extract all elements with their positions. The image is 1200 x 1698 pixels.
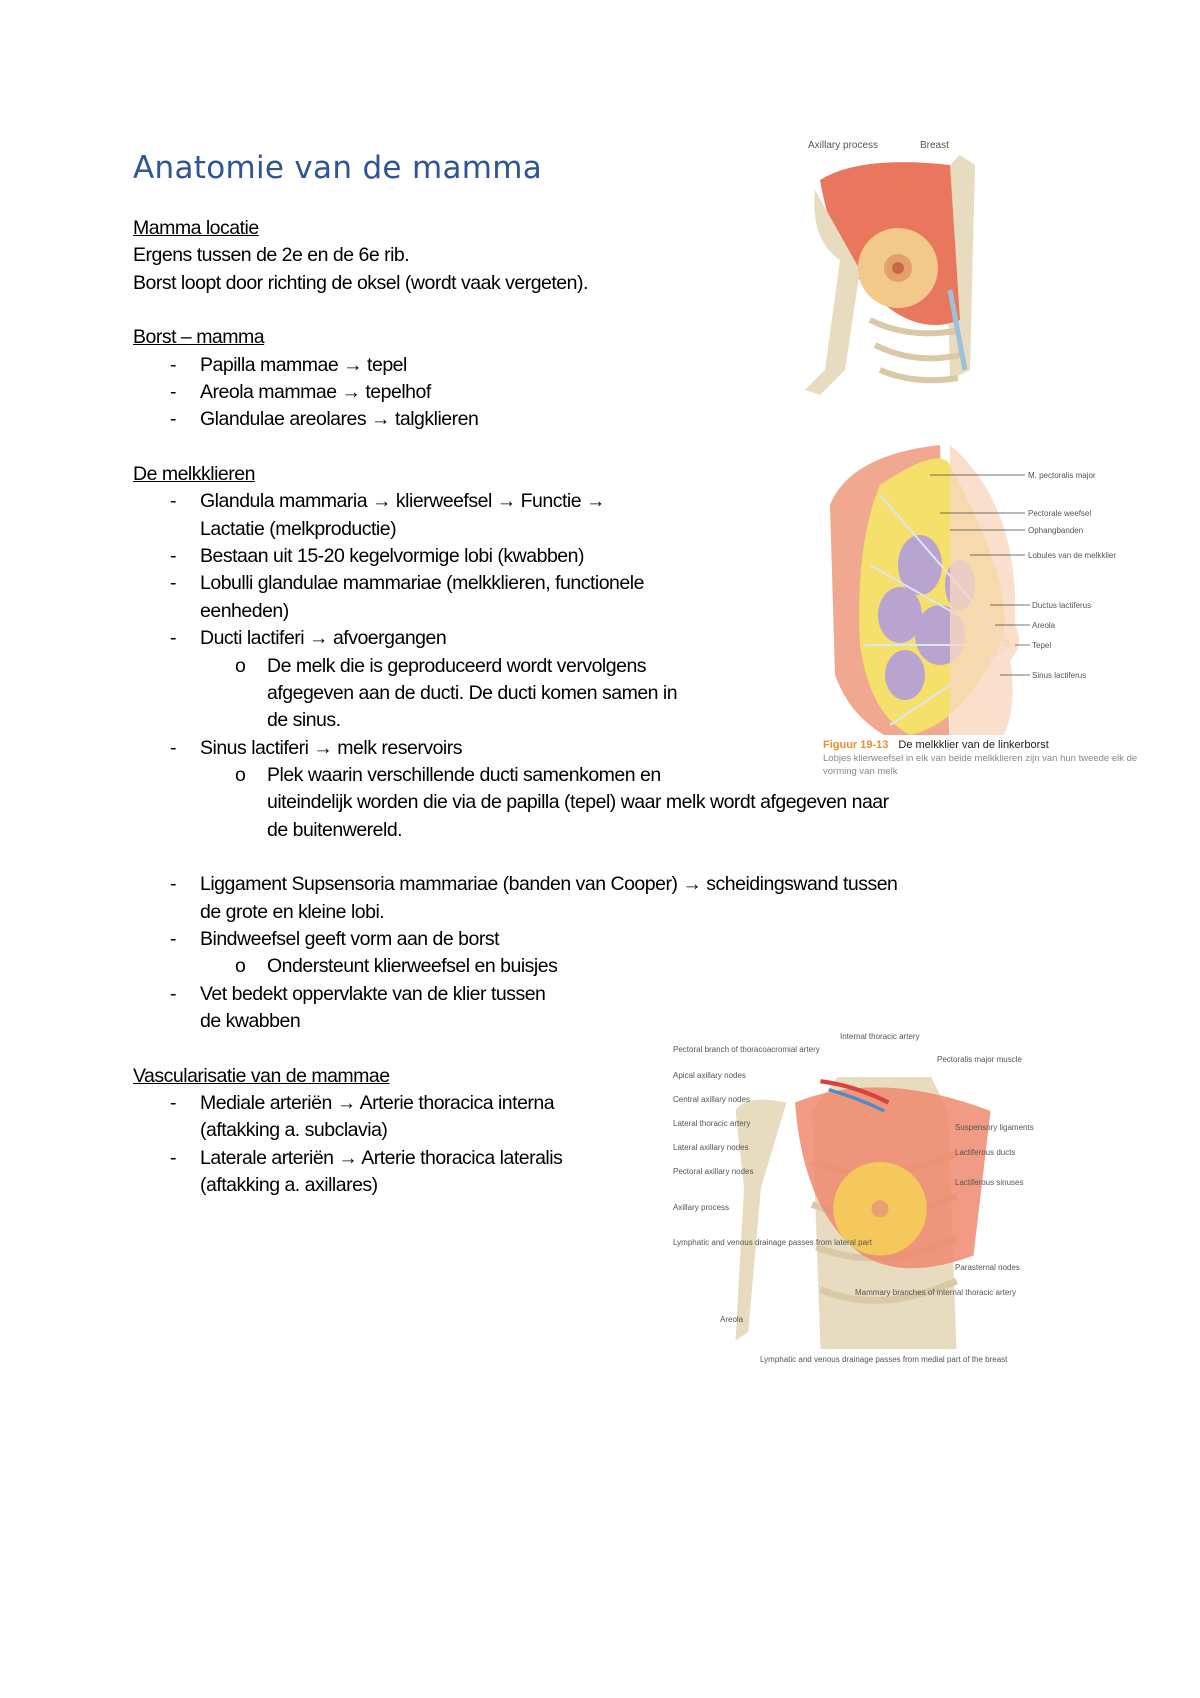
line-text: (aftakking a. subclavia): [200, 1119, 388, 1142]
dash-bullet-icon: -: [170, 927, 176, 950]
dash-bullet-icon: -: [170, 627, 176, 650]
text-line: [133, 844, 1133, 871]
figure-label: Suspensory ligaments: [955, 1123, 1034, 1132]
line-text: De melk die is geproduceerd wordt vervolgens: [267, 654, 647, 677]
line-text: Plek waarin verschillende ducti samenkomen en: [267, 763, 661, 786]
text-line: [133, 981, 1133, 1008]
figure-mammary-gland: [820, 445, 1120, 735]
figure-label: Axillary process: [673, 1203, 730, 1212]
line-text: Mediale arteriën → Arterie thoracica interna: [200, 1092, 555, 1114]
line-text: Lactatie (melkproductie): [200, 517, 397, 540]
figure-breast-position: [800, 134, 1000, 400]
figure-label: Areola: [720, 1315, 744, 1324]
caption-title: De melkklier van de linkerborst: [898, 739, 1049, 751]
line-text: Areola mammae → tepelhof: [200, 381, 431, 404]
line-text: De melkklieren: [133, 463, 255, 486]
sub-bullet-item: [133, 953, 1133, 980]
figure-label: Parasternal nodes: [955, 1263, 1020, 1272]
text-line: [133, 817, 1133, 844]
figure-label: Central axillary nodes: [673, 1095, 750, 1104]
bullet-item: [133, 981, 1133, 1036]
dash-bullet-icon: -: [170, 381, 176, 404]
circle-bullet-icon: o: [235, 654, 246, 677]
figure-label: Tepel: [1032, 641, 1052, 650]
line-text: Ergens tussen de 2e en de 6e rib.: [133, 244, 410, 267]
figure-label: Sinus lactiferus: [1032, 671, 1087, 680]
line-text: de grote en kleine lobi.: [200, 900, 385, 923]
caption-number: Figuur 19-13: [823, 739, 889, 751]
line-text: Vet bedekt oppervlakte van de klier tussen: [200, 982, 546, 1005]
text-line: [133, 926, 1133, 953]
line-text: Ondersteunt klierweefsel en buisjes: [267, 955, 558, 978]
figure-label: Lymphatic and venous drainage passes from medial part of the breast: [760, 1355, 1008, 1364]
line-text: Sinus lactiferi → melk reservoirs: [200, 736, 462, 759]
figure-vascularisation: [665, 1030, 1045, 1380]
figure-label: Lactiferous sinuses: [955, 1178, 1024, 1187]
line-text: Borst loopt door richting de oksel (wordt vaak vergeten).: [133, 271, 588, 294]
line-text: Bindweefsel geeft vorm aan de borst: [200, 927, 500, 950]
dash-bullet-icon: -: [170, 490, 176, 513]
figure-label: M. pectoralis major: [1028, 471, 1096, 480]
text-line: [133, 871, 1133, 898]
figure-label: Lobules van de melkklier: [1028, 551, 1117, 560]
dash-bullet-icon: -: [170, 982, 176, 1005]
figure-label: Internal thoracic artery: [840, 1032, 920, 1041]
line-text: Glandula mammaria → klierweefsel → Functie →: [200, 490, 605, 513]
dash-bullet-icon: -: [170, 736, 176, 759]
line-text: uiteindelijk worden die via de papilla (tepel) waar melk wordt afgegeven naar: [267, 791, 889, 814]
dash-bullet-icon: -: [170, 873, 176, 896]
dash-bullet-icon: -: [170, 545, 176, 568]
bullet-item: [133, 926, 1133, 953]
line-text: Vascularisatie van de mammae: [133, 1064, 390, 1087]
dash-bullet-icon: -: [170, 353, 176, 376]
line-text: de sinus.: [267, 709, 341, 732]
line-text: de kwabben: [200, 1009, 301, 1032]
figure-label: Pectoral axillary nodes: [673, 1167, 754, 1176]
blank-line: [133, 844, 1133, 871]
text-line: [133, 953, 1133, 980]
line-text: (aftakking a. axillares): [200, 1174, 378, 1197]
dash-bullet-icon: -: [170, 1092, 176, 1114]
line-text: eenheden): [200, 599, 289, 622]
line-text: Lobulli glandulae mammariae (melkklieren, functionele: [200, 572, 644, 595]
figure-label: Areola: [1032, 621, 1056, 630]
dash-bullet-icon: -: [170, 1146, 176, 1169]
figure-label: Ophangbanden: [1028, 526, 1084, 535]
figure-label: Pectoral branch of thoracoacromial artery: [673, 1045, 820, 1054]
figure-label: Pectoralis major muscle: [937, 1055, 1022, 1064]
text-line: [133, 789, 1133, 816]
figure-caption: [823, 738, 1153, 778]
line-text: Ducti lactiferi → afvoergangen: [200, 627, 447, 650]
dash-bullet-icon: -: [170, 572, 176, 595]
figure-label: Lateral axillary nodes: [673, 1143, 749, 1152]
figure-label: Lymphatic and venous drainage passes from lateral part: [673, 1238, 872, 1247]
line-text: afgegeven aan de ducti. De ducti komen samen in: [267, 681, 678, 704]
figure-label: Pectorale weefsel: [1028, 509, 1092, 518]
line-text: Bestaan uit 15-20 kegelvormige lobi (kwabben): [200, 545, 584, 568]
figure-label: Breast: [920, 140, 949, 151]
line-text: Papilla mammae → tepel: [200, 353, 407, 376]
line-text: Liggament Supsensoria mammariae (banden van Cooper) → scheidingswand tussen: [200, 873, 898, 896]
dash-bullet-icon: -: [170, 408, 176, 431]
line-text: de buitenwereld.: [267, 818, 403, 841]
circle-bullet-icon: o: [235, 763, 246, 786]
line-text: Mamma locatie: [133, 217, 259, 239]
figure-label: Lateral thoracic artery: [673, 1119, 751, 1128]
text-line: [133, 406, 1133, 433]
page-title: Anatomie van de mamma: [133, 150, 543, 186]
figure-label: Mammary branches of internal thoracic artery: [855, 1288, 1016, 1297]
line-text: Laterale arteriën → Arterie thoracica lateralis: [200, 1146, 563, 1169]
circle-bullet-icon: o: [235, 955, 246, 978]
figure-label: Apical axillary nodes: [673, 1071, 746, 1080]
line-text: Borst – mamma: [133, 326, 265, 349]
line-text: Glandulae areolares → talgklieren: [200, 408, 479, 431]
figure-label: Axillary process: [808, 140, 879, 151]
bullet-item: [133, 406, 1133, 433]
bullet-item: [133, 871, 1133, 926]
figure-label: Lactiferous ducts: [955, 1148, 1016, 1157]
caption-description: Lobjes klierweefsel in elk van beide melkklieren zijn van hun tweede elk de vorming van melk: [823, 753, 1138, 777]
figure-label: Ductus lactiferus: [1032, 601, 1092, 610]
text-line: [133, 899, 1133, 926]
